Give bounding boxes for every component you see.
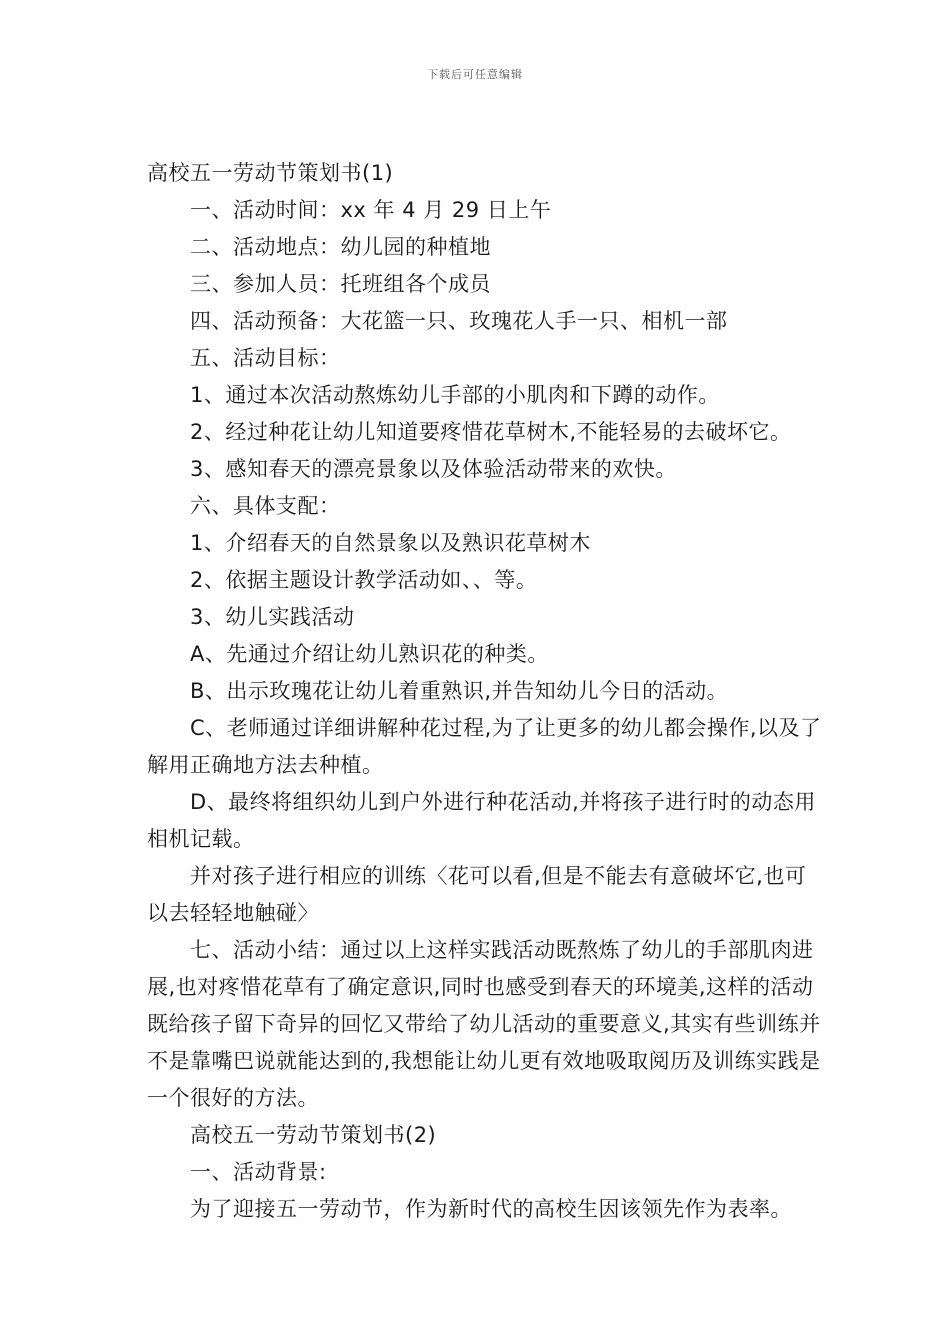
section-title: 高校五一劳动节策划书(2) bbox=[190, 1123, 437, 1147]
paragraph: 六、具体支配： bbox=[190, 494, 341, 518]
paragraph: 并对孩子进行相应的训练〈花可以看,但是不能去有意破坏它,也可以去轻轻地触碰〉 bbox=[147, 864, 807, 925]
paragraph: 一、活动背景: bbox=[190, 1160, 327, 1184]
doc-title: 高校五一劳动节策划书(1) bbox=[147, 161, 394, 185]
paragraph: 五、活动目标： bbox=[190, 346, 341, 370]
paragraph: 为了迎接五一劳动节，作为新时代的高校生因该领先作为表率。 bbox=[190, 1197, 792, 1221]
paragraph: B、出示玫瑰花让幼儿着重熟识,并告知幼儿今日的活动。 bbox=[190, 679, 729, 703]
paragraph: 三、参加人员：托班组各个成员 bbox=[190, 272, 491, 296]
paragraph: 2、依据主题设计教学活动如、、等。 bbox=[190, 568, 538, 592]
paragraph: A、先通过介绍让幼儿熟识花的种类。 bbox=[190, 642, 549, 666]
paragraph: 四、活动预备：大花篮一只、玫瑰花人手一只、相机一部 bbox=[190, 309, 728, 333]
paragraph: 1、通过本次活动熬炼幼儿手部的小肌肉和下蹲的动作。 bbox=[190, 383, 720, 407]
paragraph: 二、活动地点：幼儿园的种植地 bbox=[190, 235, 491, 259]
paragraph: 七、活动小结：通过以上这样实践活动既熬炼了幼儿的手部肌肉进展,也对疼惜花草有了确定意识,同时也感受到春天的环境美,这样的活动既给孩子留下奇异的回忆又带给了幼儿活动的重要意义,其实有些训练并不是靠嘴巴说就能达到的,我想能让幼儿更有效地吸取阅历及训练实践是一个很好的方法。 bbox=[147, 938, 821, 1110]
paragraph: 一、活动时间：xx 年 4 月 29 日上午 bbox=[190, 198, 552, 222]
paragraph: 1、介绍春天的自然景象以及熟识花草树木 bbox=[190, 531, 591, 555]
paragraph: 2、经过种花让幼儿知道要疼惜花草树木,不能轻易的去破坏它。 bbox=[190, 420, 792, 444]
document-body bbox=[147, 155, 827, 1228]
paragraph: 3、幼儿实践活动 bbox=[190, 605, 355, 629]
paragraph: 3、感知春天的漂亮景象以及体验活动带来的欢快。 bbox=[190, 457, 677, 481]
paragraph: D、最终将组织幼儿到户外进行种花活动,并将孩子进行时的动态用相机记载。 bbox=[147, 790, 816, 851]
page-header: 下载后可任意编辑 bbox=[427, 68, 523, 81]
paragraph: C、老师通过详细讲解种花过程,为了让更多的幼儿都会操作,以及了解用正确地方法去种植。 bbox=[147, 716, 822, 777]
